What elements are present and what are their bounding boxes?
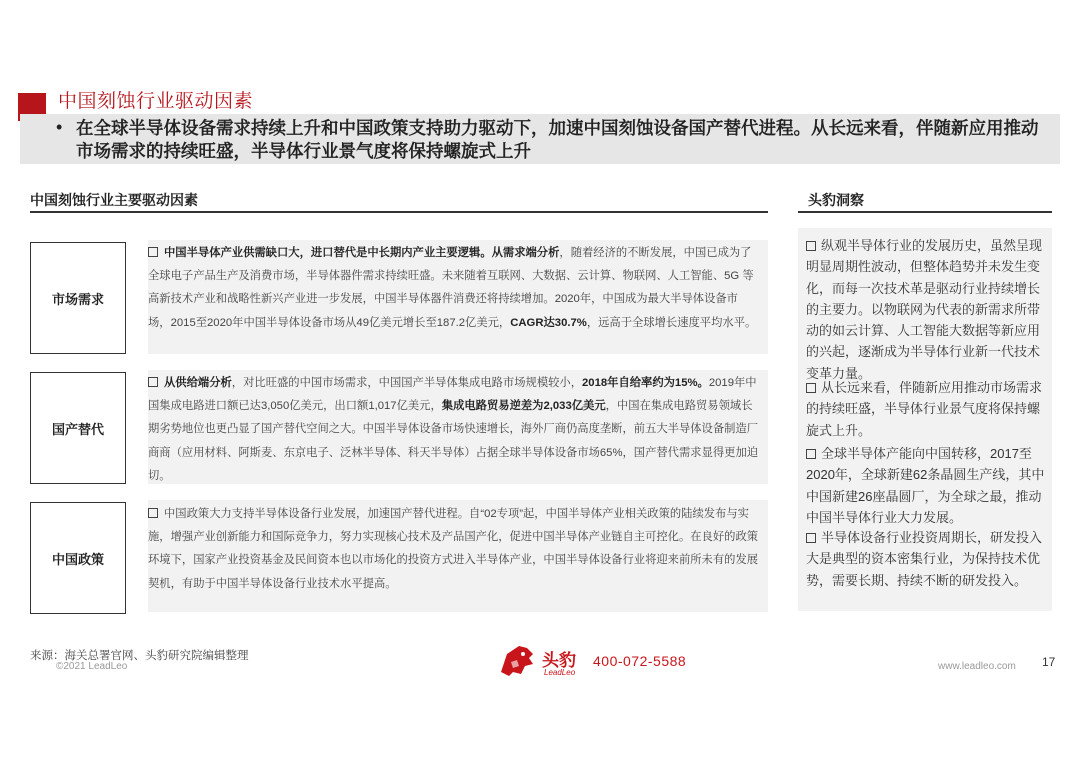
insight-item: 全球半导体产能向中国转移，2017至2020年，全球新建62条晶圆生产线，其中中国新建26座晶圆厂，为全球之最，推动中国半导体行业大力发展。	[806, 446, 1045, 525]
source-note: 来源：海关总署官网、头豹研究院编辑整理	[30, 650, 249, 662]
left-section-rule	[30, 211, 768, 213]
checkbox-bullet-icon	[806, 383, 816, 393]
page-number: 17	[1042, 655, 1056, 669]
factor-text-market-demand: 中国半导体产业供需缺口大，进口替代是中长期内产业主要逻辑。从需求端分析，随着经济的不断发展，中国已成为了全球电子产品生产及消费市场，半导体器件需求持续旺盛。未来随着互联网、大数据、云计算、物联网、人工智能、5G 等高新技术产业和战略性新兴产业进一步发展，中国半导体器件消费还将持续增加。2020年，中国成为最大半导体设备市场，2015至2020年中国半导体设备市场从49亿美元增长至187.2亿美元，CAGR达30.7%，远高于全球增长速度平均水平。	[148, 247, 757, 329]
factor-label-market-demand: 市场需求	[30, 242, 126, 354]
summary-bullet: •	[56, 117, 63, 137]
checkbox-bullet-icon	[806, 241, 816, 251]
leopard-logo-icon	[497, 642, 537, 678]
right-section-rule	[798, 211, 1052, 213]
logo-name: 头豹	[542, 651, 576, 670]
insight-item: 从长远来看，伴随新应用推动市场需求的持续旺盛，半导体行业景气度将保持螺旋式上升。	[806, 380, 1043, 438]
left-section-title: 中国刻蚀行业主要驱动因素	[30, 192, 198, 208]
page-title: 中国刻蚀行业驱动因素	[58, 91, 254, 112]
insight-item: 纵观半导体行业的发展历史，虽然呈现明显周期性波动，但整体趋势并未发生变化，而每一次技术革是驱动行业持续增长的主要力。以物联网为代表的新需求所带动的如云计算、人工智能大数据等新应用的兴起，逐渐成为半导体行业新一代技术变革力量。	[806, 238, 1043, 381]
summary-text: 在全球半导体设备需求持续上升和中国政策支持助力驱动下，加速中国刻蚀设备国产替代进程。从长远来看，伴随新应用推动市场需求的持续旺盛，半导体行业景气度将保持螺旋式上升	[76, 118, 1039, 161]
right-section-title: 头豹洞察	[808, 192, 864, 208]
checkbox-bullet-icon	[806, 449, 816, 459]
copyright: ©2021 LeadLeo	[56, 661, 128, 672]
website: www.leadleo.com	[938, 661, 1016, 672]
insight-item: 半导体设备行业投资周期长，研发投入大是典型的资本密集行业，为保持技术优势，需要长期、持续不断的研发投入。	[806, 530, 1043, 588]
checkbox-bullet-icon	[806, 533, 816, 543]
phone-number: 400-072-5588	[593, 653, 687, 669]
checkbox-bullet-icon	[148, 377, 158, 387]
checkbox-bullet-icon	[148, 508, 158, 518]
factor-text-china-policy: 中国政策大力支持半导体设备行业发展，加速国产替代进程。自“02专项”起，中国半导体产业相关政策的陆续发布与实施，增强产业创新能力和国际竞争力，努力实现核心技术及产品国产化，促进中国半导体产业链自主可控化。在良好的政策环境下，国家产业投资基金及民间资本也以市场化的投资方式进入半导体产业，中国半导体设备行业将迎来前所未有的发展契机，有助于中国半导体设备行业技术水平提高。	[148, 508, 759, 590]
checkbox-bullet-icon	[148, 247, 158, 257]
logo-subtitle: LeadLeo	[544, 668, 576, 677]
factor-label-china-policy: 中国政策	[30, 502, 126, 614]
factor-text-domestic-substitution: 从供给端分析，对比旺盛的中国市场需求，中国国产半导体集成电路市场规模较小，2018年自给率约为15%。2019年中国集成电路进口额已达3,050亿美元，出口额1,017亿美元，集成电路贸易逆差为2,033亿美元，中国在集成电路贸易领域长期劣势地位也更凸显了国产替代空间之大。中国半导体设备市场快速增长，海外厂商仍高度垄断，前五大半导体设备制造厂商商（应用材料、阿斯麦、东京电子、泛林半导体、科天半导体）占据全球半导体设备市场65%，国产替代需求显得更加迫切。	[148, 377, 759, 482]
factor-label-domestic-substitution: 国产替代	[30, 372, 126, 484]
